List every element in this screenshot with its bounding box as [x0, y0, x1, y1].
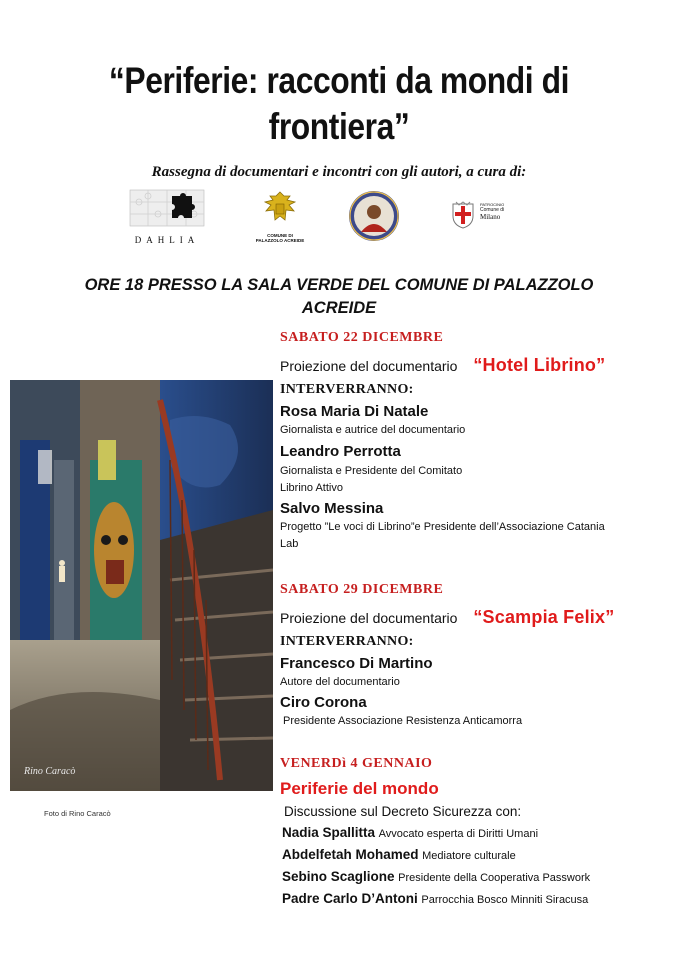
- event-2-speaker-name: Ciro Corona: [280, 694, 367, 711]
- event-1-film-title: “Hotel Librino”: [473, 355, 606, 375]
- organizer-logos: [0, 188, 678, 244]
- event-1-speakers-heading: INTERVERRANNO:: [280, 382, 414, 397]
- palazzolo-logo-line1: COMUNE DI: [267, 233, 293, 238]
- puzzle-icon: [128, 188, 206, 228]
- milano-logo-line1: Comune di: [480, 207, 505, 213]
- venue-info: [40, 274, 638, 320]
- event-1-speaker-role: Giornalista e Presidente del Comitato: [280, 465, 463, 477]
- staircase-photo-illustration: [10, 380, 273, 791]
- participant-name: Sebino Scaglione: [282, 869, 395, 884]
- milano-patronage-label: PATROCINIO: [480, 202, 505, 207]
- event-3-participant: [282, 822, 672, 844]
- event-2-date: SABATO 29 DICEMBRE: [280, 582, 444, 597]
- participant-role: Parrocchia Bosco Minniti Siracusa: [421, 894, 589, 906]
- eagle-crest-icon: [260, 190, 300, 228]
- palazzolo-logo: [248, 190, 312, 244]
- poster-title: [82, 58, 596, 150]
- poster-subtitle: Rassegna di documentari e incontri con gli autori, a cura di:: [151, 164, 527, 180]
- photo-credit: Foto di Rino Caracò: [44, 809, 111, 818]
- event-3: [280, 756, 672, 910]
- event-2-speaker-role: Presidente Associazione Resistenza Anticamorra: [283, 715, 523, 727]
- poster-title-line1: “Periferie: racconti da mondi di: [108, 60, 570, 101]
- event-2-projection-line: [280, 606, 672, 628]
- palazzolo-logo-line2: PALAZZOLO ACREIDE: [255, 238, 305, 243]
- event-1-speaker-role: Librino Attivo: [280, 482, 343, 494]
- event-2: [280, 582, 672, 730]
- staircase-photo: [10, 380, 273, 791]
- event-1: [280, 330, 672, 553]
- event-2-film-title: “Scampia Felix”: [473, 607, 615, 627]
- participant-role: Mediatore culturale: [422, 850, 516, 862]
- event-3-participant: [282, 866, 672, 888]
- event-1-date: SABATO 22 DICEMBRE: [280, 330, 444, 345]
- participant-name: Padre Carlo D’Antoni: [282, 891, 418, 906]
- participant-role: Presidente della Cooperativa Passwork: [398, 872, 591, 884]
- poster-title-line2: frontiera”: [268, 106, 410, 147]
- event-1-speaker-name: Leandro Perrotta: [280, 443, 401, 460]
- milano-shield-icon: [450, 200, 476, 230]
- event-1-speaker-name: Salvo Messina: [280, 500, 384, 517]
- event-1-speaker-role: Progetto ”Le voci di Librino”e Presidente dell’Associazione Catania: [280, 521, 605, 533]
- participant-name: Abdelfetah Mohamed: [282, 847, 419, 862]
- venue-line1: ORE 18 PRESSO LA SALA VERDE DEL COMUNE DI PALAZZOLO: [84, 276, 594, 294]
- event-2-speaker-role: Autore del documentario: [280, 676, 400, 688]
- venue-line2: ACREIDE: [301, 299, 377, 317]
- event-3-date: VENERDì 4 GENNAIO: [280, 756, 433, 771]
- event-2-speakers-heading: INTERVERRANNO:: [280, 634, 414, 649]
- milano-logo-line2: Milano: [480, 213, 501, 221]
- event-2-projection: Proiezione del documentario: [280, 610, 458, 626]
- event-1-speaker-name: Rosa Maria Di Natale: [280, 403, 429, 420]
- portrait-badge-icon: [348, 190, 400, 242]
- event-2-speaker-name: Francesco Di Martino: [280, 655, 433, 672]
- event-1-speaker-role: Giornalista e autrice del documentario: [280, 424, 466, 436]
- photo-signature: Rino Caracò: [24, 766, 76, 777]
- participant-role: Avvocato esperta di Diritti Umani: [378, 828, 539, 840]
- event-3-title: Periferie del mondo: [280, 779, 439, 798]
- association-round-logo: [348, 190, 400, 242]
- event-3-discussion: Discussione sul Decreto Sicurezza con:: [284, 804, 522, 819]
- event-3-participant: [282, 844, 672, 866]
- dahlia-logo-text: DAHLIA: [134, 235, 200, 245]
- event-3-participant: [282, 888, 672, 910]
- milano-patronage-logo: [450, 200, 520, 234]
- dahlia-logo: [128, 188, 206, 244]
- event-1-projection: Proiezione del documentario: [280, 358, 458, 374]
- event-1-projection-line: [280, 354, 672, 376]
- participant-name: Nadia Spallitta: [282, 825, 376, 840]
- event-1-speaker-role: Lab: [280, 538, 299, 550]
